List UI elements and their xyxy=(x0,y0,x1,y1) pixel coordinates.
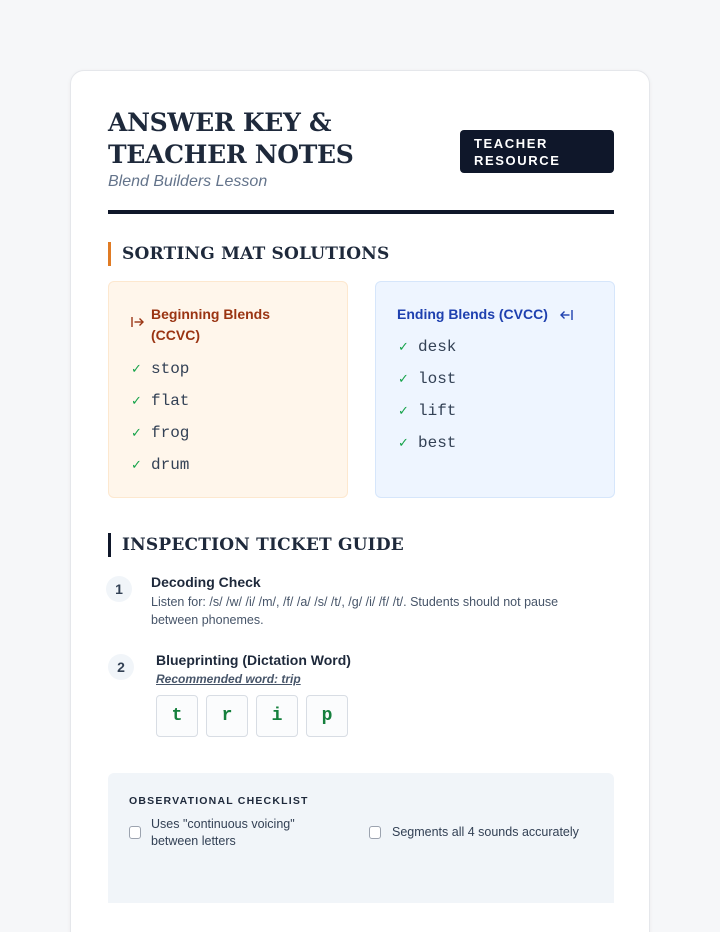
step-number: 1 xyxy=(106,576,132,602)
step-description-decoding: Listen for: /s/ /w/ /i/ /m/, /f/ /a/ /s/ /t/, /g/ /i/ /f/ /t/. Students should not pause between phonemes. xyxy=(151,595,559,627)
step-title-decoding: Decoding Check xyxy=(151,574,261,590)
list-item: ✓ lift xyxy=(398,402,457,420)
check-icon: ✓ xyxy=(131,425,142,441)
check-icon: ✓ xyxy=(398,371,409,387)
ending-word-list xyxy=(398,331,456,459)
beginning-blends-mat xyxy=(108,281,348,498)
page-title: ANSWER KEY & TEACHER NOTES xyxy=(108,108,354,169)
check-icon: ✓ xyxy=(398,435,409,451)
check-icon: ✓ xyxy=(131,393,142,409)
header-divider xyxy=(108,210,614,214)
checklist-heading: OBSERVATIONAL CHECKLIST xyxy=(129,795,309,807)
letter-tiles xyxy=(156,695,348,737)
beginning-word-list xyxy=(131,353,189,481)
list-item: ✓ stop xyxy=(131,360,190,378)
list-item: ✓ lost xyxy=(398,370,457,388)
recommended-word: Recommended word: trip xyxy=(156,672,301,686)
page-subtitle: Blend Builders Lesson xyxy=(108,173,268,190)
step-number: 2 xyxy=(108,654,134,680)
checkbox-label: Segments all 4 sounds accurately xyxy=(392,825,579,839)
arrow-to-left-icon xyxy=(559,308,573,326)
ending-blends-mat xyxy=(375,281,615,498)
section-heading-inspection: INSPECTION TICKET GUIDE xyxy=(108,533,404,557)
ending-blends-title: Ending Blends (CVCC) xyxy=(397,306,548,322)
observational-checklist xyxy=(108,773,614,903)
list-item: ✓ drum xyxy=(131,456,190,474)
section-heading-sorting: SORTING MAT SOLUTIONS xyxy=(108,242,390,266)
list-item: ✓ flat xyxy=(131,392,190,410)
letter-tile: t xyxy=(156,695,198,737)
letter-tile: p xyxy=(306,695,348,737)
answer-key-card xyxy=(70,70,650,932)
list-item: ✓ frog xyxy=(131,424,190,442)
arrow-to-right-icon xyxy=(131,316,145,331)
check-icon: ✓ xyxy=(131,361,142,377)
letter-tile: i xyxy=(256,695,298,737)
check-icon: ✓ xyxy=(131,457,142,473)
list-item: ✓ best xyxy=(398,434,457,452)
checkbox-label: Uses "continuous voicing" between letters xyxy=(151,817,295,848)
checkbox-segments-sounds[interactable] xyxy=(369,826,381,839)
list-item: ✓ desk xyxy=(398,338,457,356)
beginning-blends-title: Beginning Blends (CCVC) xyxy=(151,306,270,343)
teacher-resource-badge: TEACHER RESOURCE xyxy=(460,130,614,173)
check-icon: ✓ xyxy=(398,403,409,419)
step-title-blueprinting: Blueprinting (Dictation Word) xyxy=(156,652,351,668)
check-icon: ✓ xyxy=(398,339,409,355)
checkbox-continuous-voicing[interactable] xyxy=(129,826,141,839)
letter-tile: r xyxy=(206,695,248,737)
